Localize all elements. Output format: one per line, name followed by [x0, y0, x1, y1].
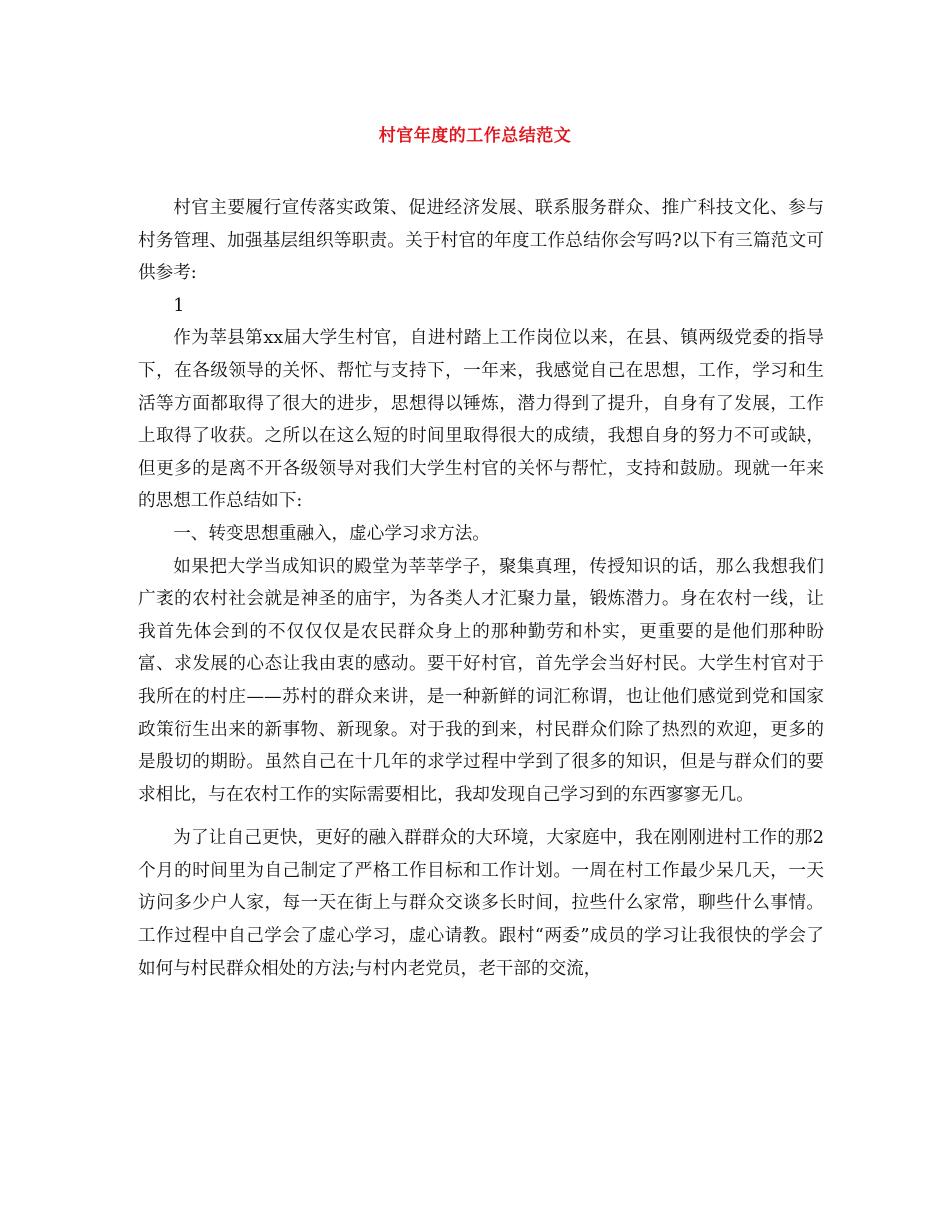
body-paragraph: 作为莘县第xx届大学生村官，自进村踏上工作岗位以来，在县、镇两级党委的指导下，在各级领导的关怀、帮忙与支持下，一年来，我感觉自己在思想，工作，学习和生活等方面都取得了很大的进步，思想得以锤炼，潜力得到了提升，自身有了发展，工作上取得了收获。之所以在这么短的时间里取得很大的成绩，我想自身的努力不可或缺，但更多的是离不开各级领导对我们大学生村官的关怀与帮忙，支持和鼓励。现就一年来的思想工作总结如下:: [138, 328, 824, 512]
body-paragraph: 如果把大学当成知识的殿堂为莘莘学子，聚集真理，传授知识的话，那么我想我们广袤的农村社会就是神圣的庙宇，为各类人才汇聚力量，锻炼潜力。身在农村一线，让我首先体会到的不仅仅仅是农民群众身上的那种勤劳和朴实，更重要的是他们那种盼富、求发展的心态让我由衷的感动。要干好村官，首先学会当好村民。大学生村官对于我所在的村庄——苏村的群众来讲，是一种新鲜的词汇称谓，也让他们感觉到党和国家政策衍生出来的新事物、新现象。对于我的到来，村民群众们除了热烈的欢迎，更多的是殷切的期盼。虽然自己在十几年的求学过程中学到了很多的知识，但是与群众们的要求相比，与在农村工作的实际需要相比，我却发现自己学习到的东西寥寥无几。: [138, 556, 824, 805]
section-heading: 一、转变思想重融入，虚心学习求方法。: [173, 523, 490, 544]
document-title: 村官年度的工作总结范文: [378, 126, 572, 146]
intro-paragraph: 村官主要履行宣传落实政策、促进经济发展、联系服务群众、推广科技文化、参与村务管理、加强基层组织等职责。关于村官的年度工作总结你会写吗?以下有三篇范文可供参考:: [138, 198, 824, 284]
body-paragraph: 为了让自己更快，更好的融入群群众的大环境，大家庭中，我在刚刚进村工作的那2个月的时间里为自己制定了严格工作目标和工作计划。一周在村工作最少呆几天，一天访问多少户人家，每一天在街上与群众交谈多长时间，拉些什么家常，聊些什么事情。工作过程中自己学会了虚心学习，虚心请教。跟村“两委”成员的学习让我很快的学会了如何与村民群众相处的方法;与村内老党员，老干部的交流，: [138, 828, 824, 979]
document-body: [138, 192, 824, 985]
section-number: 1: [173, 295, 185, 316]
